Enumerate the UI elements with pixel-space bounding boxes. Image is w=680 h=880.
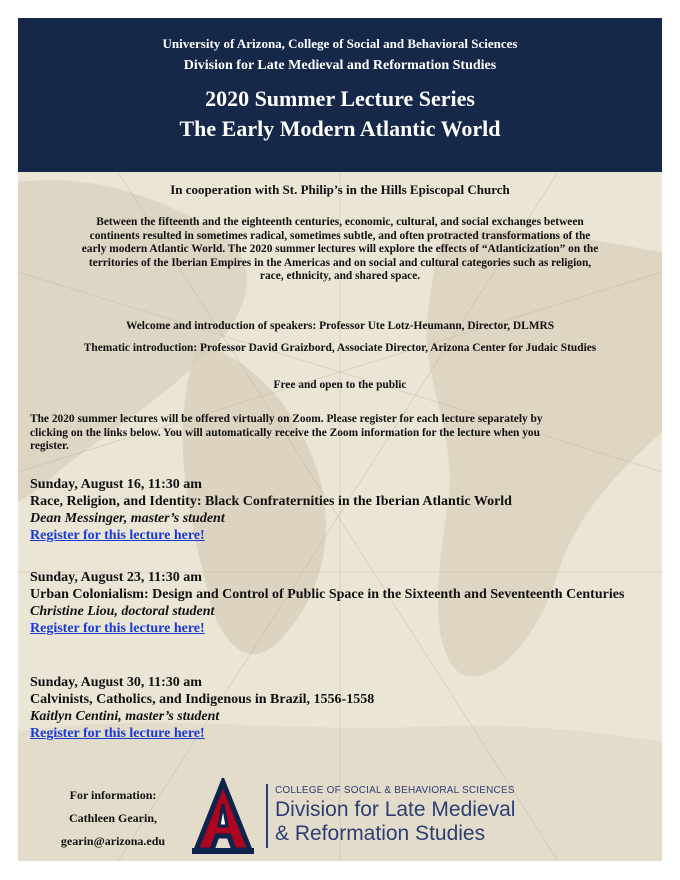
cooperation-text: In cooperation with St. Philip’s in the Hills Episcopal Church <box>170 182 510 197</box>
logo-college-name: COLLEGE OF SOCIAL & BEHAVIORAL SCIENCES <box>275 785 515 796</box>
lecture-speaker: Christine Liou, doctoral student <box>30 604 215 619</box>
university-a-logo-icon <box>188 778 258 858</box>
intro-line: continents resulted in sometimes radical, sometimes subtle, and often protracted transformations of the <box>89 229 591 242</box>
lecture-title: Calvinists, Catholics, and Indigenous in Brazil, 1556-1558 <box>30 692 375 707</box>
contact-heading: For information: <box>69 788 157 802</box>
intro-line: early modern Atlantic World. The 2020 summer lectures will explore the effects of “Atlanticization” on the <box>81 243 599 256</box>
lecture-title: Urban Colonialism: Design and Control of Public Space in the Sixteenth and Seventeenth Centuries <box>30 587 625 602</box>
flyer-page <box>18 18 662 861</box>
logo-letter: A <box>222 823 224 824</box>
intro-line: Between the fifteenth and the eighteenth centuries, economic, cultural, and social exchanges between <box>96 216 584 228</box>
contact-email: gearin@arizona.edu <box>60 834 166 848</box>
lecture-date: Sunday, August 23, 11:30 am <box>30 570 202 585</box>
university-name: University of Arizona, College of Social and Behavioral Sciences <box>162 36 518 51</box>
lecture-title: Race, Religion, and Identity: Black Confraternities in the Iberian Atlantic World <box>30 494 512 509</box>
lecture-date: Sunday, August 30, 11:30 am <box>30 675 202 690</box>
contact-name: Cathleen Gearin, <box>69 811 157 825</box>
virtual-line: clicking on the links below. You will automatically receive the Zoom information for the lecture when you <box>30 426 540 439</box>
flyer-header <box>18 18 662 172</box>
series-title <box>18 84 662 144</box>
lecture-speaker: Kaitlyn Centini, master’s student <box>30 709 220 724</box>
series-title-line1: 2020 Summer Lecture Series <box>205 86 475 111</box>
thematic-text: Thematic introduction: Professor David Graizbord, Associate Director, Arizona Center for Judaic Studies <box>83 342 597 354</box>
intro-paragraph <box>38 216 642 284</box>
lecture-item <box>30 674 642 742</box>
welcome-text: Welcome and introduction of speakers: Professor Ute Lotz-Heumann, Director, DLMRS <box>125 320 555 332</box>
flyer-content <box>18 172 662 861</box>
contact-info <box>38 784 188 853</box>
virtual-info-paragraph <box>30 413 640 454</box>
register-link-lecture-1[interactable]: Register for this lecture here! <box>30 528 205 543</box>
division-name: Division for Late Medieval and Reformation Studies <box>183 58 497 73</box>
virtual-line: The 2020 summer lectures will be offered virtually on Zoom. Please register for each lecture separately by <box>30 413 543 425</box>
lecture-item <box>30 569 642 637</box>
virtual-line: register. <box>30 440 69 453</box>
register-link-lecture-3[interactable]: Register for this lecture here! <box>30 726 205 741</box>
series-title-line2: The Early Modern Atlantic World <box>179 116 501 141</box>
logo-division-line2: & Reformation Studies <box>275 822 486 845</box>
division-logo-text <box>275 784 515 846</box>
intro-line: race, ethnicity, and shared space. <box>259 270 421 283</box>
intro-line: territories of the Iberian Empires in the Americas and on social and cultural categories such as religion, <box>88 256 592 269</box>
free-admission-text: Free and open to the public <box>273 379 407 391</box>
lecture-item <box>30 476 642 544</box>
logo-division-line1: Division for Late Medieval <box>275 798 516 821</box>
register-link-lecture-2[interactable]: Register for this lecture here! <box>30 621 205 636</box>
lecture-date: Sunday, August 16, 11:30 am <box>30 477 202 492</box>
logo-divider <box>266 784 268 848</box>
lecture-speaker: Dean Messinger, master’s student <box>30 511 225 526</box>
